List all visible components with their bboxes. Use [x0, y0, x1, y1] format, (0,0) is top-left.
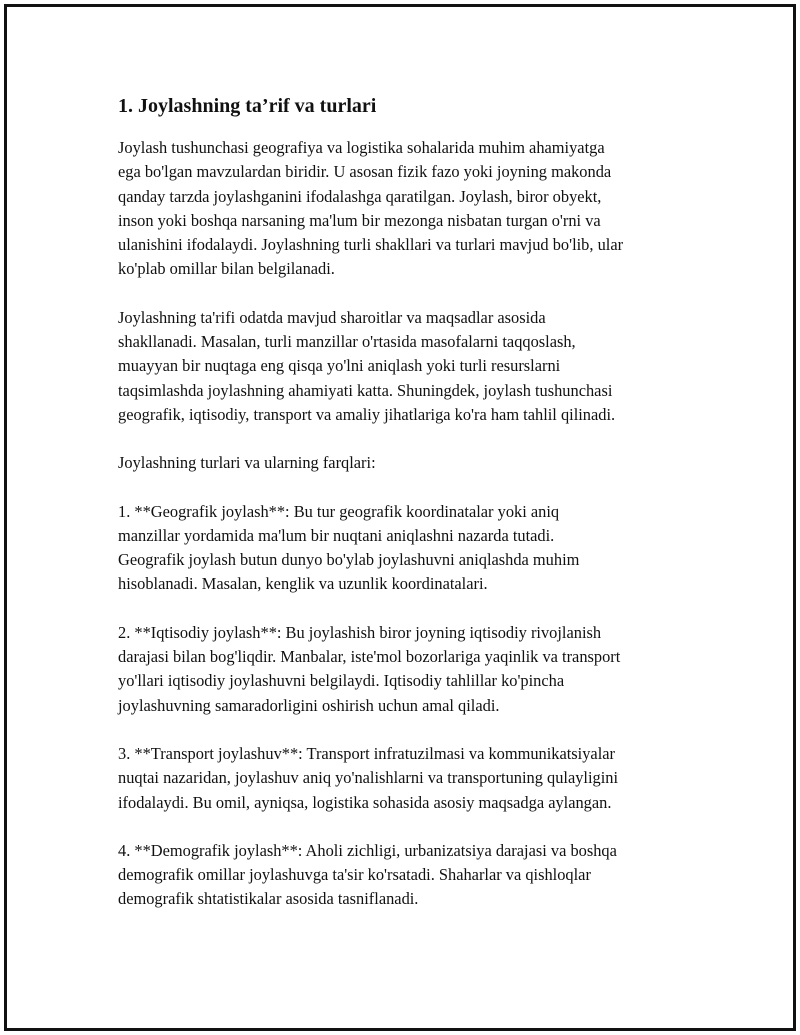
section-heading: 1. Joylashning ta’rif va turlari	[118, 95, 377, 117]
document-body	[118, 92, 698, 936]
list-item-demografik: 4. **Demografik joylash**: Aholi zichligi, urbanizatsiya darajasi va boshqa demografik omillar joylashuvga ta'sir ko'rsatadi. Shaharlar va qishloqlar demografik shtatistikalar asosida tasniflanadi.	[118, 840, 617, 909]
paragraph-intro: Joylash tushunchasi geografiya va logistika sohalarida muhim ahamiyatga ega bo'lgan mavzulardan biridir. U asosan fizik fazo yoki joyning makonda qanday tarzda joylashganini ifodalashga qaratilgan. Joylash, biror obyekt, inson yoki boshqa narsaning ma'lum bir mezonga nisbatan turgan o'rni va ulanishini ifodalaydi. Joylashning turli shakllari va turlari mavjud bo'lib, ular ko'plab omillar bilan belgilanadi.	[118, 138, 624, 279]
list-item-geografik: 1. **Geografik joylash**: Bu tur geografik koordinatalar yoki aniq manzillar yordamida ma'lum bir nuqtani aniqlashni nazarda tutadi. Geografik joylash butun dunyo bo'ylab joylashuvni aniqlashda muhim hisoblanadi. Masalan, kenglik va uzunlik koordinatalari.	[118, 501, 580, 594]
paragraph-types-intro: Joylashning turlari va ularning farqlari:	[118, 453, 376, 473]
paragraph-definition: Joylashning ta'rifi odatda mavjud sharoitlar va maqsadlar asosida shakllanadi. Masalan, turli manzillar o'rtasida masofalarni taqqoslash, muayyan bir nuqtaga eng qisqa yo'lni aniqlash yoki turli resurslarni taqsimlashda joylashning ahamiyati katta. Shuningdek, joylash tushunchasi geografik, iqtisodiy, transport va amaliy jihatlariga ko'ra ham tahlil qilinadi.	[118, 307, 616, 424]
list-item-transport: 3. **Transport joylashuv**: Transport infratuzilmasi va kommunikatsiyalar nuqtai nazaridan, joylashuv aniq yo'nalishlarni va transportuning qulayligini ifodalaydi. Bu omil, ayniqsa, logistika sohasida asosiy maqsadga aylangan.	[118, 743, 619, 812]
list-item-iqtisodiy: 2. **Iqtisodiy joylash**: Bu joylashish biror joyning iqtisodiy rivojlanish darajasi bilan bog'liqdir. Manbalar, iste'mol bozorlariga yaqinlik va transport yo'llari iqtisodiy joylashuvni belgilaydi. Iqtisodiy tahlillar ko'pincha joylashuvning samaradorligini oshirish uchun amal qiladi.	[118, 622, 621, 715]
